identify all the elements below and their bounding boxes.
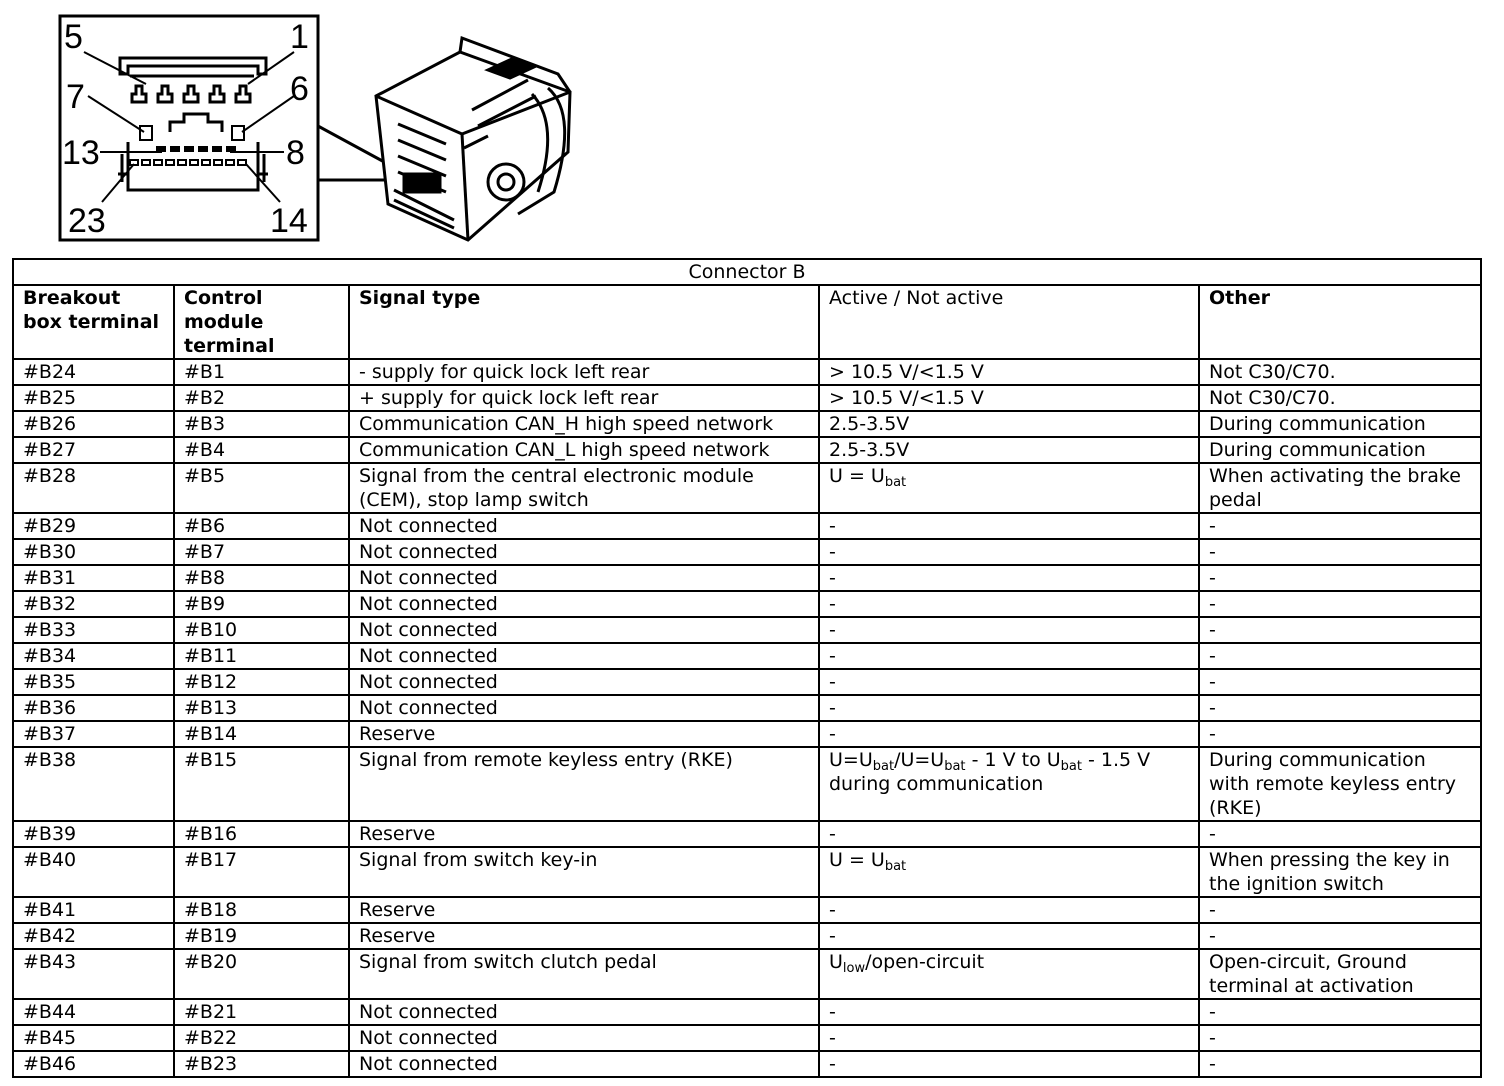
cell-other: - [1199, 1051, 1481, 1077]
cell-other: - [1199, 513, 1481, 539]
table-row [13, 411, 1481, 437]
cell-active: - [819, 721, 1199, 747]
table-title: Connector B [13, 259, 1481, 285]
cell-active: - [819, 695, 1199, 721]
cell-active: - [819, 821, 1199, 847]
cell-signal: Not connected [349, 591, 819, 617]
cell-breakout: #B25 [13, 385, 174, 411]
cell-breakout: #B42 [13, 923, 174, 949]
connector-3d-illustration [376, 38, 570, 240]
cell-active: - [819, 1051, 1199, 1077]
cell-active: - [819, 669, 1199, 695]
cell-control: #B17 [174, 847, 349, 897]
cell-breakout: #B24 [13, 359, 174, 385]
cell-control: #B6 [174, 513, 349, 539]
cell-active: 2.5-3.5V [819, 437, 1199, 463]
cell-other: - [1199, 923, 1481, 949]
cell-active: $U_{low}/open$-circuit [819, 949, 1199, 999]
cell-control: #B13 [174, 695, 349, 721]
cell-control: #B1 [174, 359, 349, 385]
pin-label-14: 14 [270, 202, 308, 240]
cell-control: #B9 [174, 591, 349, 617]
pin-label-1: 1 [290, 18, 309, 56]
cell-breakout: #B44 [13, 999, 174, 1025]
cell-breakout: #B34 [13, 643, 174, 669]
cell-signal: Reserve [349, 821, 819, 847]
cell-breakout: #B30 [13, 539, 174, 565]
header-breakout-box-terminal: Breakout box terminal [13, 285, 174, 359]
table-row [13, 591, 1481, 617]
cell-signal: Signal from remote keyless entry (RKE) [349, 747, 819, 821]
cell-control: #B5 [174, 463, 349, 513]
cell-signal: Signal from the central electronic module (CEM), stop lamp switch [349, 463, 819, 513]
cell-signal: Not connected [349, 565, 819, 591]
cell-control: #B4 [174, 437, 349, 463]
pin-label-23: 23 [68, 202, 106, 240]
cell-signal: Reserve [349, 923, 819, 949]
cell-breakout: #B43 [13, 949, 174, 999]
connector-b-table [12, 258, 1482, 1078]
cell-signal: Reserve [349, 721, 819, 747]
cell-other: Not C30/C70. [1199, 385, 1481, 411]
cell-active: - [819, 923, 1199, 949]
cell-other: When activating the brake pedal [1199, 463, 1481, 513]
cell-control: #B11 [174, 643, 349, 669]
table-row [13, 949, 1481, 999]
table-row [13, 565, 1481, 591]
cell-active: $U = U_{bat}$ [819, 463, 1199, 513]
cell-other: - [1199, 721, 1481, 747]
table-row [13, 721, 1481, 747]
cell-signal: Not connected [349, 643, 819, 669]
cell-signal: Not connected [349, 999, 819, 1025]
cell-signal: Not connected [349, 617, 819, 643]
callout-lines [318, 126, 388, 180]
header-signal-type: Signal type [349, 285, 819, 359]
cell-other: - [1199, 1025, 1481, 1051]
cell-other: During communication [1199, 411, 1481, 437]
table-row [13, 539, 1481, 565]
cell-signal: Communication CAN_H high speed network [349, 411, 819, 437]
cell-active: - [819, 513, 1199, 539]
cell-other: - [1199, 643, 1481, 669]
cell-breakout: #B32 [13, 591, 174, 617]
cell-other: - [1199, 897, 1481, 923]
cell-active: - [819, 617, 1199, 643]
cell-control: #B16 [174, 821, 349, 847]
cell-control: #B20 [174, 949, 349, 999]
cell-control: #B23 [174, 1051, 349, 1077]
table-row [13, 847, 1481, 897]
cell-control: #B12 [174, 669, 349, 695]
table-row [13, 359, 1481, 385]
cell-active: - [819, 643, 1199, 669]
table-row [13, 999, 1481, 1025]
cell-breakout: #B28 [13, 463, 174, 513]
cell-signal: Not connected [349, 539, 819, 565]
cell-other: When pressing the key in the ignition switch [1199, 847, 1481, 897]
cell-signal: Not connected [349, 669, 819, 695]
cell-other: - [1199, 669, 1481, 695]
cell-active: > 10.5 V/<1.5 V [819, 359, 1199, 385]
cell-active: - [819, 897, 1199, 923]
table-row [13, 669, 1481, 695]
cell-breakout: #B37 [13, 721, 174, 747]
cell-breakout: #B31 [13, 565, 174, 591]
table-row [13, 1051, 1481, 1077]
cell-signal: Communication CAN_L high speed network [349, 437, 819, 463]
cell-active: 2.5-3.5V [819, 411, 1199, 437]
pin-label-6: 6 [290, 70, 309, 108]
cell-signal: Not connected [349, 513, 819, 539]
cell-breakout: #B35 [13, 669, 174, 695]
cell-other: - [1199, 617, 1481, 643]
table-row [13, 643, 1481, 669]
cell-signal: Reserve [349, 897, 819, 923]
table-row [13, 513, 1481, 539]
cell-active: - [819, 999, 1199, 1025]
cell-breakout: #B36 [13, 695, 174, 721]
cell-active: - [819, 539, 1199, 565]
cell-active: > 10.5 V/<1.5 V [819, 385, 1199, 411]
cell-control: #B15 [174, 747, 349, 821]
cell-control: #B19 [174, 923, 349, 949]
cell-control: #B10 [174, 617, 349, 643]
cell-other: - [1199, 999, 1481, 1025]
table-row [13, 617, 1481, 643]
cell-breakout: #B40 [13, 847, 174, 897]
cell-breakout: #B26 [13, 411, 174, 437]
header-control-module-terminal: Control module terminal [174, 285, 349, 359]
cell-signal: Not connected [349, 695, 819, 721]
cell-other: - [1199, 821, 1481, 847]
cell-other: Not C30/C70. [1199, 359, 1481, 385]
cell-control: #B2 [174, 385, 349, 411]
cell-control: #B3 [174, 411, 349, 437]
cell-breakout: #B27 [13, 437, 174, 463]
table-row [13, 463, 1481, 513]
cell-breakout: #B38 [13, 747, 174, 821]
cell-breakout: #B29 [13, 513, 174, 539]
cell-signal: Signal from switch key-in [349, 847, 819, 897]
table-row [13, 1025, 1481, 1051]
pin-label-8: 8 [286, 134, 305, 172]
pin-label-5: 5 [64, 18, 83, 56]
cell-control: #B8 [174, 565, 349, 591]
cell-active: $U = U_{bat}$ [819, 847, 1199, 897]
cell-breakout: #B33 [13, 617, 174, 643]
pin-label-13: 13 [62, 134, 100, 172]
cell-breakout: #B46 [13, 1051, 174, 1077]
cell-signal: + supply for quick lock left rear [349, 385, 819, 411]
cell-breakout: #B41 [13, 897, 174, 923]
cell-other: - [1199, 565, 1481, 591]
cell-control: #B7 [174, 539, 349, 565]
table-row [13, 695, 1481, 721]
table-row [13, 821, 1481, 847]
cell-control: #B14 [174, 721, 349, 747]
header-other: Other [1199, 285, 1481, 359]
cell-other: During communication [1199, 437, 1481, 463]
table-row [13, 385, 1481, 411]
cell-other: - [1199, 539, 1481, 565]
cell-breakout: #B39 [13, 821, 174, 847]
cell-control: #B22 [174, 1025, 349, 1051]
cell-signal: Signal from switch clutch pedal [349, 949, 819, 999]
cell-control: #B21 [174, 999, 349, 1025]
table-row [13, 437, 1481, 463]
cell-active: $U=U_{bat}/U=U_{bat} - 1$ V to $U_{bat} - 1.5$ V during communication [819, 747, 1199, 821]
cell-active: - [819, 1025, 1199, 1051]
cell-signal: Not connected [349, 1025, 819, 1051]
connector-diagram [58, 14, 578, 242]
table-row [13, 923, 1481, 949]
cell-other: Open-circuit, Ground terminal at activation [1199, 949, 1481, 999]
cell-other: During communication with remote keyless entry (RKE) [1199, 747, 1481, 821]
cell-breakout: #B45 [13, 1025, 174, 1051]
cell-active: - [819, 591, 1199, 617]
table-row [13, 897, 1481, 923]
cell-other: - [1199, 695, 1481, 721]
cell-other: - [1199, 591, 1481, 617]
cell-signal: Not connected [349, 1051, 819, 1077]
cell-control: #B18 [174, 897, 349, 923]
pin-label-7: 7 [66, 78, 85, 116]
header-active-not-active: Active / Not active [819, 285, 1199, 359]
cell-signal: - supply for quick lock left rear [349, 359, 819, 385]
table-row [13, 747, 1481, 821]
cell-active: - [819, 565, 1199, 591]
